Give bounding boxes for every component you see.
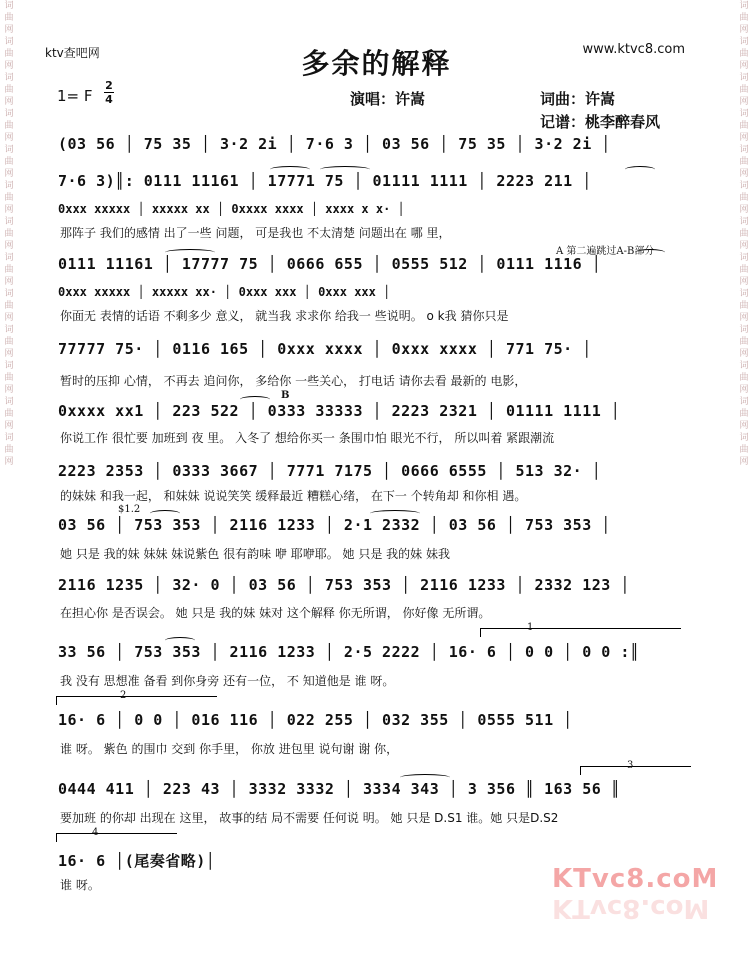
lyrics-line-5: 你说工作 很忙要 加班到 夜 里。 入冬了 想给你买一 条围巾怕 眼光不行， 所以叫着 紧跟潮流: [60, 431, 555, 445]
volta-number-3: 3: [627, 760, 634, 771]
notation-line-9: 33 56 │ 753 353 │ 2116 1233 │ 2·5 2222 │ 16· 6 │ 0 0 │ 0 0 :║: [58, 643, 640, 661]
tie-arc: [625, 166, 655, 173]
lyrics-line-7: 她 只是 我的妹 妹妹 妹说紫色 很有韵味 咿 耶咿耶。 她 只是 我的妹 妹我: [60, 547, 450, 561]
side-watermark-right: 词曲网词曲网词曲网词曲网词曲网词曲网词曲网词曲网词曲网词曲网词曲网词曲网词曲网: [739, 1, 749, 467]
segment-mark-b: B: [281, 390, 290, 401]
site-logo: KTvc8.coM: [552, 864, 719, 894]
singer-credit: 演唱：许嵩: [350, 90, 426, 108]
notation-line-8: 2116 1235 │ 32· 0 │ 03 56 │ 753 353 │ 2116 1233 │ 2332 123 │: [58, 576, 630, 594]
notation-line-2: 7·6 3)║: 0111 11161 │ 17771 75 │ 01111 1111 │ 2223 211 │: [58, 172, 592, 190]
tie-arc: [165, 637, 195, 644]
notation-line-4: 77777 75· │ 0116 165 │ 0xxx xxxx │ 0xxx xxxx │ 771 75· │: [58, 340, 592, 358]
tie-arc: [150, 510, 180, 517]
site-url-right: www.ktvc8.com: [582, 42, 685, 57]
side-watermark-left: 词曲网词曲网词曲网词曲网词曲网词曲网词曲网词曲网词曲网词曲网词曲网词曲网词曲网: [4, 1, 14, 467]
volta-bracket-2: [56, 696, 217, 705]
site-logo-reflection: KTvc8.coM: [552, 893, 710, 923]
lyrics-line-9: 我 没有 思想准 备看 到你身旁 还有一位， 不 知道他是 谁 呀。: [60, 674, 395, 688]
time-signature: [104, 80, 114, 105]
tie-arc: [320, 166, 370, 173]
lyrics-line-10: 谁 呀。 紫色 的围巾 交到 你手里， 你放 进包里 说句谢 谢 你，: [60, 742, 399, 756]
lyrics-line-2: 那阵子 我们的感情 出了一些 问题， 可是我也 不太清楚 问题出在 哪 里，: [60, 226, 451, 240]
notation-line-10: 16· 6 │ 0 0 │ 016 116 │ 022 255 │ 032 355 │ 0555 511 │: [58, 711, 573, 729]
time-top: 2: [105, 79, 113, 92]
volta-bracket-4: [56, 833, 177, 842]
notation-line-7: 03 56 │ 753 353 │ 2116 1233 │ 2·1 2332 │ 03 56 │ 753 353 │: [58, 516, 611, 534]
repeat-note-a: A 第二遍跳过A-B部分: [556, 246, 655, 257]
volta-bracket-1: [480, 628, 681, 637]
lyrics-line-3: 你面无 表情的话语 不剩多少 意义， 就当我 求求你 给我一 些说明。 o k我 猜你只是: [60, 309, 509, 323]
site-name-left: ktv查吧网: [45, 46, 100, 60]
segno-mark: $1.2: [118, 504, 141, 515]
volta-number-4: 4: [92, 827, 99, 838]
notation-line-6: 2223 2353 │ 0333 3667 │ 7771 7175 │ 0666 6555 │ 513 32· │: [58, 462, 602, 480]
volta-number-2: 2: [120, 690, 127, 701]
volta-number-1: 1: [527, 622, 534, 633]
lyrics-line-8: 在担心你 是否误会。 她 只是 我的妹 妹对 这个解释 你无所谓， 你好像 无所谓。: [60, 606, 491, 620]
tie-arc: [270, 166, 310, 173]
tie-arc: [635, 249, 665, 256]
time-bottom: 4: [105, 93, 113, 106]
notation-line-3: 0111 11161 │ 17777 75 │ 0666 655 │ 0555 512 │ 0111 1116 │: [58, 255, 602, 273]
tie-arc: [400, 774, 450, 781]
lyrics-line-6: 的妹妹 和我一起， 和妹妹 说说笑笑 缓释最近 糟糕心绪， 在下一 个转角却 和你相 遇。: [60, 489, 527, 503]
key-signature: 1= F: [57, 87, 93, 105]
rhythm-line-3: 0xxx xxxxx │ xxxxx xx· │ 0xxx xxx │ 0xxx xxx │: [58, 285, 391, 299]
lyrics-line-11: 要加班 的你却 出现在 这里， 故事的结 局不需要 任何说 明。 她 只是 D.S1 谁。她 只是D.S2: [60, 811, 559, 825]
notation-line-1: (03 56 │ 75 35 │ 3·2 2i │ 7·6 3 │ 03 56 │ 75 35 │ 3·2 2i │: [58, 135, 611, 153]
composer-credit: 词曲：许嵩: [540, 90, 616, 108]
song-title: 多余的解释: [301, 47, 452, 80]
tie-arc: [165, 249, 215, 256]
rhythm-line-2: 0xxx xxxxx │ xxxxx xx │ 0xxxx xxxx │ xxxx x x· │: [58, 202, 405, 216]
tie-arc: [370, 510, 420, 517]
notation-line-12: 16· 6 │(尾奏省略)│: [58, 852, 216, 870]
notation-line-11: 0444 411 │ 223 43 │ 3332 3332 │ 3334 343 │ 3 356 ║ 163 56 ║: [58, 780, 621, 798]
transcriber-credit: 记谱：桃李醉春风: [540, 113, 661, 131]
notation-line-5: 0xxxx xx1 │ 223 522 │ 0333 33333 │ 2223 2321 │ 01111 1111 │: [58, 402, 621, 420]
lyrics-line-12: 谁 呀。: [60, 878, 100, 892]
volta-bracket-3: [580, 766, 691, 775]
tie-arc: [240, 396, 270, 403]
lyrics-line-4: 暂时的压抑 心情， 不再去 追问你， 多给你 一些关心， 打电话 请你去看 最新的 电影，: [60, 374, 527, 388]
